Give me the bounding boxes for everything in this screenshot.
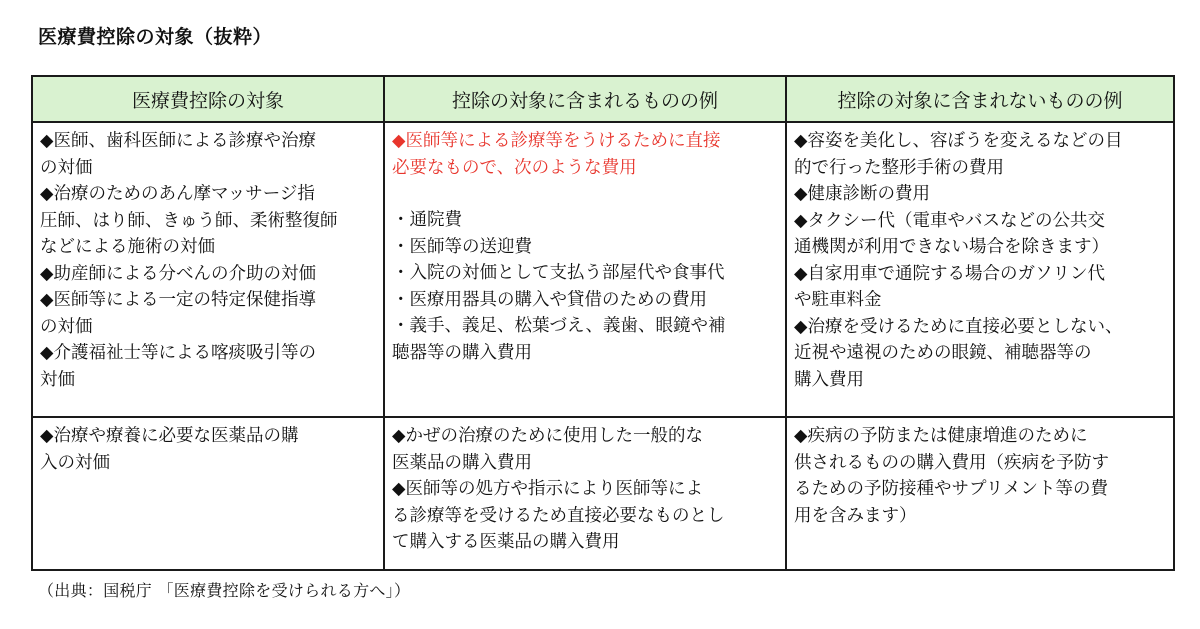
table-row bbox=[32, 417, 1174, 570]
list-item: ◆タクシー代（電車やバスなどの公共交 通機関が利用できない場合を除きます） bbox=[794, 210, 1109, 257]
list-item: ◆自家用車で通院する場合のガソリン代 や駐車料金 bbox=[794, 263, 1105, 310]
header-deduction-target: 医療費控除の対象 bbox=[32, 76, 384, 122]
header-excluded-examples: 控除の対象に含まれないものの例 bbox=[786, 76, 1174, 122]
list-item: ◆治療のためのあん摩マッサージ指 圧師、はり師、きゅう師、柔術整復師 などによる施術の対価 bbox=[40, 184, 338, 257]
list-item: ◆容姿を美化し、容ぼうを変えるなどの目 的で行った整形手術の費用 bbox=[794, 131, 1123, 178]
list-item: ◆かぜの治療のために使用した一般的な 医薬品の購入費用 bbox=[392, 426, 703, 473]
list-item: ・通院費 bbox=[392, 210, 462, 230]
spacer bbox=[392, 181, 779, 207]
table-header-row bbox=[32, 76, 1174, 122]
header-included-examples: 控除の対象に含まれるものの例 bbox=[384, 76, 786, 122]
cell-excluded-medicine bbox=[786, 417, 1174, 570]
list-item: ◆医師等による一定の特定保健指導 の対価 bbox=[40, 290, 316, 337]
deduction-table bbox=[31, 75, 1175, 571]
cell-target-medicine bbox=[32, 417, 384, 570]
list-item: ◆治療や療養に必要な医薬品の購 入の対価 bbox=[40, 426, 299, 473]
page-title: 医療費控除の対象（抜粋） bbox=[38, 26, 273, 48]
cell-included-medical-treatment bbox=[384, 122, 786, 417]
list-item: ・義手、義足、松葉づえ、義歯、眼鏡や補 聴器等の購入費用 bbox=[392, 316, 726, 363]
cell-target-medical-treatment bbox=[32, 122, 384, 417]
list-item: ◆医師、歯科医師による診療や治療 の対価 bbox=[40, 131, 316, 178]
list-item: ◆疾病の予防または健康増進のために 供されるものの購入費用（疾病を予防す るための予防接種やサプリメント等の費 用を含みます） bbox=[794, 426, 1109, 526]
list-item: ・医療用器具の購入や貸借のための費用 bbox=[392, 289, 707, 310]
cell-included-medicine bbox=[384, 417, 786, 570]
table-row bbox=[32, 122, 1174, 417]
list-item: ◆治療を受けるために直接必要としない、 近視や遠視のための眼鏡、補聴器等の 購入費用 bbox=[794, 316, 1123, 390]
list-item: ◆医師等の処方や指示により医師等によ る診療等を受けるため直接必要なものとし て購入する医薬品の購入費用 bbox=[392, 479, 725, 552]
source-note: （出典：国税庁 「医療費控除を受けられる方へ」） bbox=[38, 581, 411, 600]
list-item: ◆健康診断の費用 bbox=[794, 184, 930, 204]
highlight-note: ◆医師等による診療等をうけるために直接 必要なもので、次のような費用 bbox=[392, 131, 721, 178]
list-item: ・医師等の送迎費 bbox=[392, 236, 532, 257]
list-item: ◆助産師による分べんの介助の対価 bbox=[40, 263, 316, 284]
cell-excluded-medical-treatment bbox=[786, 122, 1174, 417]
list-item: ◆介護福祉士等による喀痰吸引等の 対価 bbox=[40, 343, 316, 390]
list-item: ・入院の対価として支払う部屋代や食事代 bbox=[392, 263, 725, 283]
